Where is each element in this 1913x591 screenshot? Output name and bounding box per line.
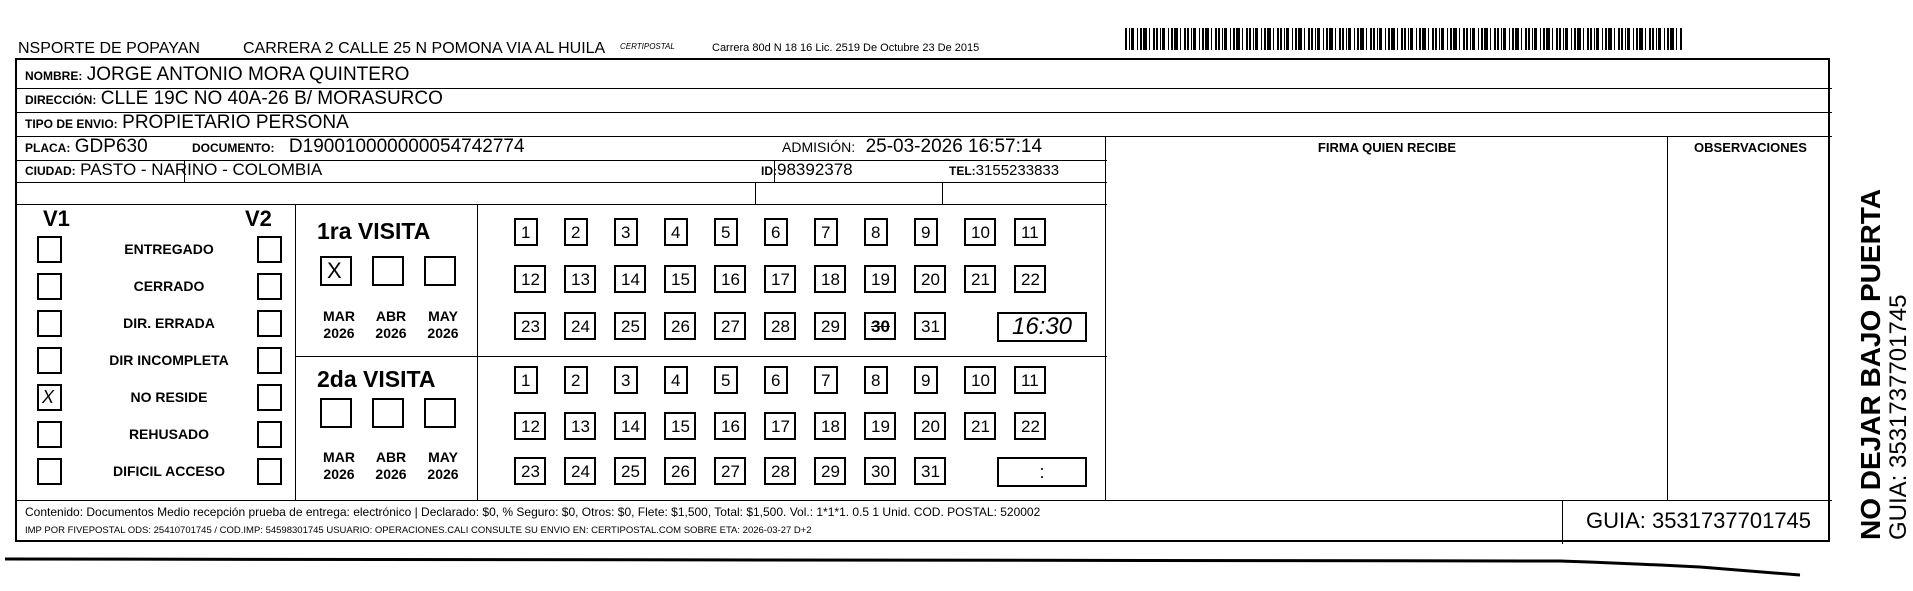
license-text: Carrera 80d N 18 16 Lic. 2519 De Octubre 23 De 2015: [712, 42, 980, 54]
barcode-bar: [1129, 28, 1130, 50]
barcode-bar: [1261, 28, 1262, 50]
month-name: MAY: [428, 308, 458, 324]
side-notice: [1855, 189, 1911, 540]
day-box[interactable]: 4: [664, 218, 688, 246]
ciudad-label: CIUDAD:: [25, 164, 76, 178]
day-box[interactable]: 18: [814, 265, 846, 293]
month-name: MAR: [323, 449, 355, 465]
v1-checkbox[interactable]: [37, 347, 62, 374]
day-box[interactable]: 20: [914, 265, 946, 293]
barcode-bar: [1184, 28, 1186, 50]
day-box[interactable]: 31: [914, 312, 946, 340]
barcode-bar: [1583, 28, 1584, 50]
day-box[interactable]: 28: [764, 312, 796, 340]
barcode-bar: [1156, 28, 1158, 50]
barcode-bar: [1377, 28, 1378, 50]
nombre-value: JORGE ANTONIO MORA QUINTERO: [86, 64, 410, 85]
barcode-bar: [1404, 28, 1406, 50]
barcode-bar: [1370, 28, 1372, 50]
barcode-bar: [1246, 28, 1248, 50]
barcode-bar: [1525, 28, 1527, 50]
tel-label: TEL:: [949, 164, 976, 178]
barcode-bar: [1401, 28, 1403, 50]
barcode-bar: [1140, 28, 1142, 50]
status-label: NO RESIDE: [130, 389, 208, 405]
barcode-bar: [1153, 28, 1155, 50]
day-box[interactable]: 20: [914, 412, 946, 440]
barcode-bar: [1308, 28, 1310, 50]
nombre-row: [25, 64, 409, 86]
month-label: [314, 449, 364, 483]
barcode-bar: [1149, 28, 1150, 50]
day-box[interactable]: 10: [964, 218, 996, 246]
status-label: ENTREGADO: [124, 241, 214, 257]
barcode-bar: [1540, 28, 1541, 50]
barcode-bar: [1137, 28, 1138, 50]
barcode-bar: [1202, 28, 1204, 50]
day-box[interactable]: 1: [514, 366, 538, 394]
barcode-bar: [1559, 28, 1561, 50]
day-box[interactable]: 19: [864, 412, 896, 440]
barcode-bar: [1326, 28, 1328, 50]
barcode-bar: [1633, 28, 1634, 50]
first-visit-title: 1ra VISITA: [317, 218, 431, 244]
barcode-bar: [1596, 28, 1599, 50]
barcode-bar: [1366, 28, 1367, 50]
v1-checkbox[interactable]: [37, 458, 62, 485]
month-name: MAR: [323, 308, 355, 324]
barcode-bar: [1253, 28, 1254, 50]
barcode-bar: [1571, 28, 1572, 50]
month-name: ABR: [375, 449, 407, 465]
direccion-value: CLLE 19C NO 40A-26 B/ MORASURCO: [100, 88, 443, 109]
first-visit-time[interactable]: 16:30: [997, 312, 1087, 342]
barcode-bar: [1373, 28, 1375, 50]
barcode-bar: [1503, 28, 1506, 50]
month-label: [418, 308, 468, 342]
day-box[interactable]: 23: [514, 457, 546, 485]
v2-checkbox[interactable]: [257, 236, 282, 263]
tipo-value: PROPIETARIO PERSONA: [122, 112, 349, 133]
day-box[interactable]: 30: [864, 457, 896, 485]
status-label: CERRADO: [133, 278, 205, 294]
barcode-bar: [1168, 28, 1169, 50]
barcode-bar: [1298, 28, 1302, 50]
day-box[interactable]: 17: [764, 412, 796, 440]
v1-checkbox[interactable]: [37, 421, 62, 448]
day-box[interactable]: 25: [614, 312, 646, 340]
day-box[interactable]: 18: [814, 412, 846, 440]
day-box[interactable]: 5: [714, 366, 738, 394]
barcode-bar: [1174, 28, 1178, 50]
day-box[interactable]: 26: [664, 457, 696, 485]
imp-text: IMP POR FIVEPOSTAL ODS: 25410701745 / COD.IMP: 54598301745 USUARIO: OPERACIONES.CALI CONSULTE SU ENVIO EN: CERTIPOSTAL.COM SOBRE ETA: 2026-03-27 D+2: [25, 525, 812, 536]
second-visit-title: 2da VISITA: [317, 366, 436, 392]
tipo-label: TIPO DE ENVIO:: [25, 117, 118, 131]
id-label: ID:: [761, 164, 777, 178]
barcode-bar: [1459, 28, 1460, 50]
barcode-bar: [1199, 28, 1200, 50]
no-dejar-text: NO DEJAR BAJO PUERTA: [1855, 188, 1886, 540]
barcode-bar: [1490, 28, 1491, 50]
barcode-bar: [1676, 28, 1677, 50]
day-box[interactable]: 1: [514, 218, 538, 246]
barcode-bar: [1317, 28, 1320, 50]
tipo-row: [25, 112, 349, 134]
side-guia-text: GUIA: 3531737701745: [1885, 294, 1912, 540]
ciudad-value: PASTO - NARINO - COLOMBIA: [80, 160, 323, 179]
barcode-bar: [1441, 28, 1444, 50]
month-name: MAY: [428, 449, 458, 465]
barcode-bar: [1670, 28, 1674, 50]
month-label: [418, 449, 468, 483]
barcode-bar: [1574, 28, 1576, 50]
barcode-bar: [1658, 28, 1661, 50]
barcode-bar: [1627, 28, 1630, 50]
barcode-bar: [1680, 28, 1682, 50]
barcode-bar: [1236, 28, 1240, 50]
admision-label: ADMISIÓN:: [782, 139, 856, 155]
barcode-bar: [1484, 28, 1488, 50]
barcode-bar: [1230, 28, 1231, 50]
barcode-bar: [1625, 28, 1626, 50]
barcode-bar: [1280, 28, 1282, 50]
barcode-bar: [1509, 28, 1510, 50]
barcode-bar: [1419, 28, 1421, 50]
day-box[interactable]: 12: [514, 412, 546, 440]
barcode-bar: [1645, 28, 1646, 50]
barcode-bar: [1602, 28, 1603, 50]
barcode-bar: [1614, 28, 1615, 50]
barcode-bar: [1497, 28, 1499, 50]
barcode-bar: [1590, 28, 1592, 50]
barcode-bar: [1292, 28, 1293, 50]
observaciones-header: OBSERVACIONES: [1694, 140, 1807, 155]
id-row: [761, 160, 853, 180]
barcode-bar: [1447, 28, 1448, 50]
tel-value: 3155233833: [975, 162, 1060, 179]
barcode-bar: [1422, 28, 1426, 50]
barcode-bar: [1273, 28, 1274, 50]
barcode-bar: [1187, 28, 1189, 50]
barcode-bar: [1193, 28, 1196, 50]
documento-label: DOCUMENTO:: [192, 141, 275, 155]
month-name: ABR: [375, 308, 407, 324]
barcode-bar: [1162, 28, 1165, 50]
month-label: [314, 308, 364, 342]
day-box[interactable]: 9: [914, 366, 938, 394]
barcode-bar: [1286, 28, 1289, 50]
v2-checkbox[interactable]: [257, 421, 282, 448]
v2-label: V2: [245, 206, 272, 231]
day-box[interactable]: 21: [964, 265, 996, 293]
barcode-bar: [1534, 28, 1537, 50]
delivery-form: [15, 58, 1830, 542]
second-visit-time[interactable]: :: [997, 457, 1087, 487]
barcode-bar: [1432, 28, 1434, 50]
barcode-bar: [1621, 28, 1623, 50]
barcode-bar: [1264, 28, 1266, 50]
barcode-bar: [1360, 28, 1364, 50]
barcode-bar: [1339, 28, 1341, 50]
placa-value: GDP630: [74, 136, 148, 157]
month-checkbox[interactable]: [424, 398, 456, 428]
barcode-bar: [1357, 28, 1359, 50]
month-year: 2026: [375, 466, 407, 482]
barcode-bar: [1304, 28, 1305, 50]
v2-checkbox[interactable]: [257, 347, 282, 374]
documento-row: [192, 136, 525, 158]
day-box[interactable]: 6: [764, 218, 788, 246]
day-box[interactable]: 8: [864, 218, 888, 246]
barcode-bar: [1546, 28, 1550, 50]
barcode-bar: [1563, 28, 1564, 50]
v2-checkbox[interactable]: [257, 273, 282, 300]
admision-row: [782, 136, 1042, 158]
day-box[interactable]: 22: [1014, 412, 1046, 440]
day-box[interactable]: 10: [964, 366, 996, 394]
barcode-bar: [1323, 28, 1324, 50]
barcode-bar: [1565, 28, 1568, 50]
barcode-bar: [1410, 28, 1413, 50]
day-box[interactable]: 27: [714, 312, 746, 340]
day-box[interactable]: 29: [814, 312, 846, 340]
day-box[interactable]: 14: [614, 265, 646, 293]
tel-row: [949, 162, 1059, 180]
day-box[interactable]: 7: [814, 366, 838, 394]
v1-checkbox[interactable]: [37, 310, 62, 337]
barcode-bar: [1608, 28, 1612, 50]
month-label: [366, 308, 416, 342]
guia-footer: GUIA: 3531737701745: [1585, 508, 1812, 533]
status-label: DIR. ERRADA: [123, 315, 215, 331]
contenido-text: Contenido: Documentos Medio recepción prueba de entrega: electrónico | Declarado: $0, % Seguro: $0, Otros: $0, Flete: $1,500, Total: $1,500. Vol.: 1*1*1. 0.5 1 Unid. COD. POSTAL: 520002: [25, 505, 1041, 519]
origin-text: NSPORTE DE POPAYAN: [18, 40, 200, 57]
ciudad-row: [25, 160, 322, 180]
day-box[interactable]: 24: [564, 312, 596, 340]
month-checkbox[interactable]: [372, 256, 404, 286]
certipostal-logo: CERTIPOSTAL: [620, 42, 675, 51]
status-label: DIFICIL ACCESO: [112, 463, 225, 479]
day-box[interactable]: 12: [514, 265, 546, 293]
barcode-bar: [1556, 28, 1558, 50]
month-checkbox[interactable]: [372, 398, 404, 428]
barcode-bar: [1215, 28, 1217, 50]
day-box[interactable]: 7: [814, 218, 838, 246]
day-box[interactable]: 13: [564, 412, 596, 440]
barcode-bar: [1125, 28, 1127, 50]
barcode-bar: [1379, 28, 1382, 50]
direccion-label: DIRECCIÓN:: [25, 93, 97, 107]
barcode-bar: [1667, 28, 1669, 50]
placa-label: PLACA:: [25, 141, 71, 155]
day-box[interactable]: 21: [964, 412, 996, 440]
barcode-bar: [1249, 28, 1251, 50]
barcode-bar: [1242, 28, 1243, 50]
day-box[interactable]: 9: [914, 218, 938, 246]
barcode-bar: [1515, 28, 1519, 50]
barcode-bar: [1267, 28, 1271, 50]
barcode-bar: [1205, 28, 1209, 50]
day-box[interactable]: 3: [614, 218, 638, 246]
firma-header: FIRMA QUIEN RECIBE: [1317, 140, 1457, 155]
id-value: 98392378: [777, 160, 853, 179]
day-box[interactable]: 11: [1014, 218, 1046, 246]
day-box[interactable]: 31: [914, 457, 946, 485]
day-box[interactable]: 30: [864, 312, 896, 340]
month-year: 2026: [427, 466, 459, 482]
barcode-bar: [1342, 28, 1344, 50]
day-box[interactable]: 29: [814, 457, 846, 485]
barcode: [1125, 28, 1685, 50]
barcode-bar: [1481, 28, 1483, 50]
barcode-bar: [1594, 28, 1595, 50]
month-label: [366, 449, 416, 483]
day-box[interactable]: 15: [664, 412, 696, 440]
origin-address: CARRERA 2 CALLE 25 N POMONA VIA AL HUILA: [243, 40, 606, 57]
month-year: 2026: [323, 466, 355, 482]
barcode-bar: [1450, 28, 1452, 50]
barcode-bar: [1532, 28, 1533, 50]
barcode-bar: [1408, 28, 1409, 50]
day-box[interactable]: 26: [664, 312, 696, 340]
barcode-bar: [1472, 28, 1475, 50]
barcode-bar: [1385, 28, 1386, 50]
nombre-label: NOMBRE:: [25, 69, 83, 83]
barcode-bar: [1391, 28, 1395, 50]
day-box[interactable]: 8: [864, 366, 888, 394]
barcode-bar: [1664, 28, 1665, 50]
month-checkbox[interactable]: X: [320, 256, 352, 286]
barcode-bar: [1224, 28, 1227, 50]
barcode-bar: [1501, 28, 1502, 50]
day-box[interactable]: 27: [714, 457, 746, 485]
barcode-bar: [1329, 28, 1333, 50]
barcode-bar: [1277, 28, 1279, 50]
day-box[interactable]: 5: [714, 218, 738, 246]
barcode-bar: [1453, 28, 1457, 50]
barcode-bar: [1639, 28, 1643, 50]
barcode-bar: [1143, 28, 1147, 50]
barcode-bar: [1233, 28, 1235, 50]
v1-checkbox[interactable]: X: [37, 384, 62, 411]
barcode-bar: [1180, 28, 1181, 50]
day-box[interactable]: 11: [1014, 366, 1046, 394]
barcode-bar: [1218, 28, 1220, 50]
v1-label: V1: [43, 206, 70, 231]
barcode-bar: [1388, 28, 1390, 50]
barcode-bar: [1636, 28, 1638, 50]
barcode-bar: [1552, 28, 1553, 50]
barcode-bar: [1587, 28, 1589, 50]
v1-checkbox[interactable]: [37, 273, 62, 300]
v2-checkbox[interactable]: [257, 310, 282, 337]
day-box[interactable]: 4: [664, 366, 688, 394]
barcode-bar: [1131, 28, 1134, 50]
status-label: REHUSADO: [128, 426, 210, 442]
day-box[interactable]: 6: [764, 366, 788, 394]
documento-value: D190010000000054742774: [288, 136, 525, 157]
day-box[interactable]: 2: [564, 366, 588, 394]
day-box[interactable]: 16: [714, 412, 746, 440]
barcode-bar: [1649, 28, 1651, 50]
barcode-bar: [1543, 28, 1545, 50]
barcode-bar: [1656, 28, 1657, 50]
day-box[interactable]: 24: [564, 457, 596, 485]
barcode-bar: [1439, 28, 1440, 50]
v1-checkbox[interactable]: [37, 236, 62, 263]
barcode-bar: [1512, 28, 1514, 50]
v2-checkbox[interactable]: [257, 384, 282, 411]
page-edge: [0, 555, 1913, 591]
day-box[interactable]: 17: [764, 265, 796, 293]
day-box[interactable]: 23: [514, 312, 546, 340]
barcode-bar: [1466, 28, 1468, 50]
month-checkbox[interactable]: [320, 398, 352, 428]
barcode-bar: [1577, 28, 1581, 50]
barcode-bar: [1463, 28, 1465, 50]
barcode-bar: [1171, 28, 1173, 50]
barcode-bar: [1222, 28, 1223, 50]
barcode-bar: [1335, 28, 1336, 50]
barcode-bar: [1397, 28, 1398, 50]
day-box[interactable]: 25: [614, 457, 646, 485]
barcode-bar: [1160, 28, 1161, 50]
barcode-bar: [1346, 28, 1347, 50]
barcode-bar: [1315, 28, 1316, 50]
month-year: 2026: [427, 325, 459, 341]
v2-checkbox[interactable]: [257, 458, 282, 485]
day-box[interactable]: 13: [564, 265, 596, 293]
day-box[interactable]: 16: [714, 265, 746, 293]
barcode-bar: [1191, 28, 1192, 50]
barcode-bar: [1211, 28, 1212, 50]
barcode-bar: [1416, 28, 1417, 50]
month-year: 2026: [375, 325, 407, 341]
day-box[interactable]: 15: [664, 265, 696, 293]
barcode-bar: [1428, 28, 1429, 50]
day-box[interactable]: 3: [614, 366, 638, 394]
day-box[interactable]: 19: [864, 265, 896, 293]
barcode-bar: [1528, 28, 1530, 50]
status-label: DIR INCOMPLETA: [109, 352, 229, 368]
placa-row: [25, 136, 148, 158]
day-box[interactable]: 22: [1014, 265, 1046, 293]
barcode-bar: [1348, 28, 1351, 50]
month-checkbox[interactable]: [424, 256, 456, 286]
month-year: 2026: [323, 325, 355, 341]
admision-value: 25-03-2026 16:57:14: [865, 136, 1043, 157]
barcode-bar: [1605, 28, 1607, 50]
barcode-bar: [1311, 28, 1313, 50]
direccion-row: [25, 88, 443, 110]
barcode-bar: [1255, 28, 1258, 50]
day-box[interactable]: 14: [614, 412, 646, 440]
barcode-bar: [1521, 28, 1522, 50]
barcode-bar: [1494, 28, 1496, 50]
barcode-bar: [1435, 28, 1437, 50]
barcode-bar: [1354, 28, 1355, 50]
barcode-bar: [1295, 28, 1297, 50]
day-box[interactable]: 2: [564, 218, 588, 246]
barcode-bar: [1470, 28, 1471, 50]
barcode-bar: [1618, 28, 1620, 50]
day-box[interactable]: 28: [764, 457, 796, 485]
barcode-bar: [1478, 28, 1479, 50]
barcode-bar: [1284, 28, 1285, 50]
barcode-bar: [1652, 28, 1654, 50]
